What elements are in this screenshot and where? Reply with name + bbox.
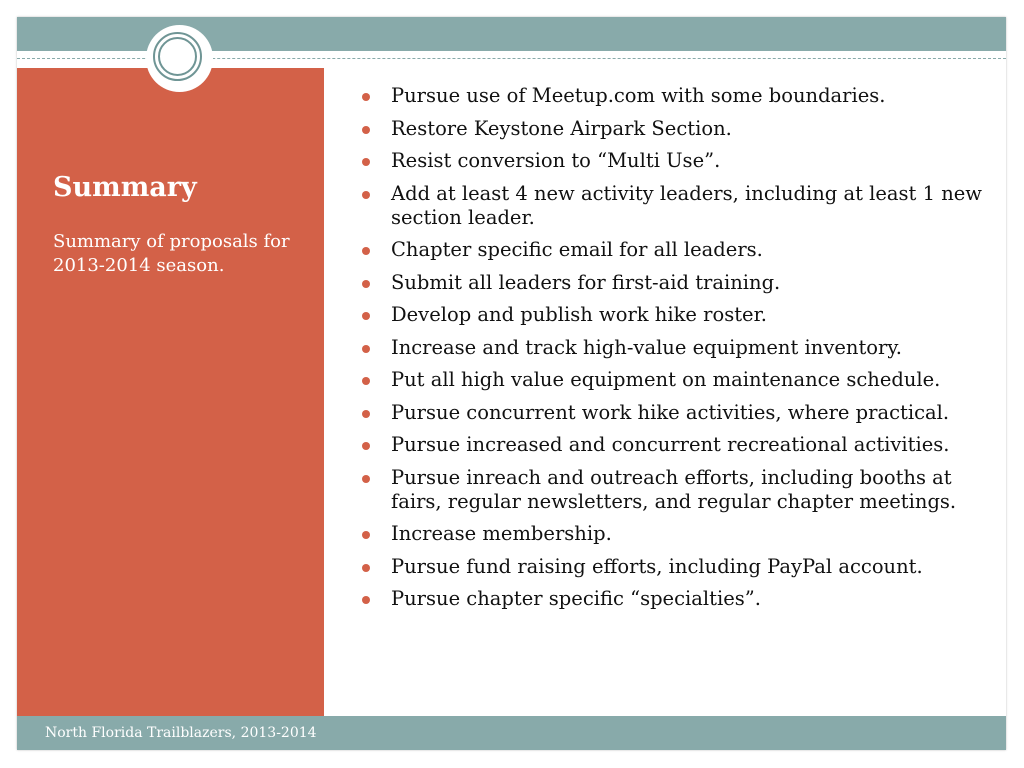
list-item-text: Pursue inreach and outreach efforts, including booths at fairs, regular newsletters, and regular chapter meetings.	[391, 465, 957, 513]
list-item	[362, 401, 982, 425]
bullet-icon	[362, 126, 370, 134]
slide-subtitle: Summary of proposals for 2013-2014 season.	[53, 231, 290, 276]
list-item	[362, 238, 982, 262]
list-item-text: Pursue fund raising efforts, including PayPal account.	[391, 554, 923, 578]
bullet-icon	[362, 531, 370, 539]
list-item-text: Restore Keystone Airpark Section.	[391, 116, 732, 140]
bullet-icon	[362, 247, 370, 255]
list-item	[362, 271, 982, 295]
bullet-icon	[362, 564, 370, 572]
slide-title: Summary	[53, 172, 197, 203]
list-item	[362, 587, 982, 611]
list-item	[362, 522, 982, 546]
list-item	[362, 84, 982, 108]
bullet-list	[362, 84, 982, 620]
list-item	[362, 555, 982, 579]
list-item-text: Pursue increased and concurrent recreational activities.	[391, 433, 950, 456]
list-item	[362, 182, 982, 230]
list-item-text: Put all high value equipment on maintenance schedule.	[391, 368, 941, 391]
list-item-text: Increase and track high-value equipment inventory.	[391, 335, 902, 359]
bullet-icon	[362, 191, 370, 199]
bullet-icon	[362, 377, 370, 385]
bullet-icon	[362, 158, 370, 166]
list-item-text: Pursue concurrent work hike activities, where practical.	[391, 400, 950, 424]
bullet-icon	[362, 596, 370, 604]
list-item	[362, 336, 982, 360]
bullet-icon	[362, 345, 370, 353]
list-item	[362, 149, 982, 173]
list-item	[362, 433, 982, 457]
list-item-text: Resist conversion to “Multi Use”.	[391, 149, 721, 172]
bullet-icon	[362, 475, 370, 483]
bullet-icon	[362, 312, 370, 320]
list-item-text: Pursue use of Meetup.com with some boundaries.	[391, 84, 886, 107]
bullet-icon	[362, 410, 370, 418]
list-item-text: Pursue chapter specific “specialties”.	[391, 587, 761, 610]
list-item-text: Increase membership.	[391, 522, 612, 545]
bullet-icon	[362, 280, 370, 288]
list-item-text: Chapter specific email for all leaders.	[391, 238, 763, 261]
list-item-text: Submit all leaders for first-aid training.	[391, 270, 781, 294]
footer-text: North Florida Trailblazers, 2013-2014	[45, 725, 317, 741]
list-item	[362, 117, 982, 141]
bullet-icon	[362, 93, 370, 101]
bullet-icon	[362, 442, 370, 450]
footer	[17, 716, 1006, 750]
list-item	[362, 466, 982, 514]
list-item	[362, 368, 982, 392]
ring-inner	[158, 37, 197, 76]
title-panel	[17, 68, 324, 716]
list-item	[362, 303, 982, 327]
list-item-text: Add at least 4 new activity leaders, including at least 1 new section leader.	[391, 181, 982, 229]
list-item-text: Develop and publish work hike roster.	[391, 303, 767, 326]
